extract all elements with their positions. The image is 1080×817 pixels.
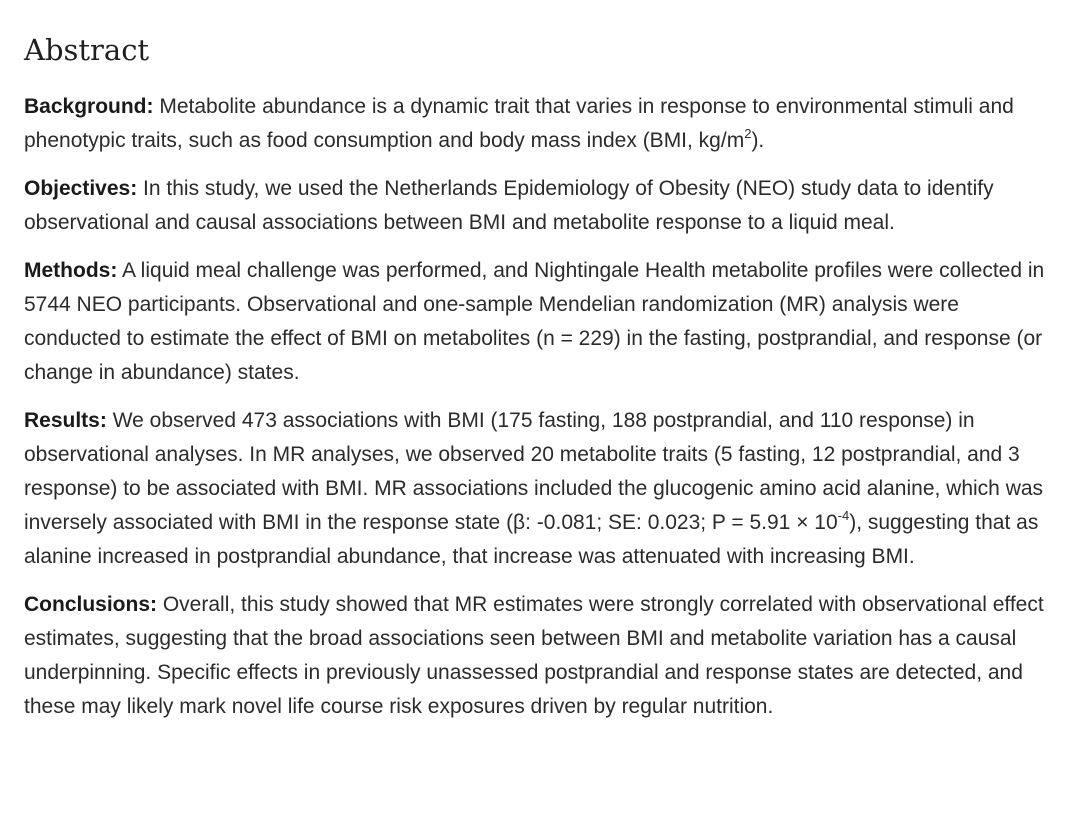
results-text: We observed 473 associations with BMI (175 fasting, 188 postprandial, and 110 response) in observational analyses. In MR analyses, we observed 20 metabolite traits (5 fasting, 12 postprandial, and 3 response) to be associated with BMI. MR associations included the glucogenic amino acid alanine, which was inversely associated with BMI in the response state (β: -0.081; SE: 0.023; P = 5.91 × 10	[24, 409, 1044, 534]
methods-text: A liquid meal challenge was performed, and Nightingale Health metabolite profiles were collected in 5744 NEO participants. Observational and one-sample Mendelian randomization (MR) analysis were conducted to estimate the effect of BMI on metabolites (n = 229) in the fasting, postprandial, and response (or change in abundance) states.	[24, 259, 1045, 384]
abstract-title: Abstract	[24, 33, 150, 67]
objectives-section	[24, 172, 1050, 240]
objectives-label: Objectives:	[24, 177, 138, 200]
objectives-text: In this study, we used the Netherlands Epidemiology of Obesity (NEO) study data to identify observational and causal associations between BMI and metabolite response to a liquid meal.	[24, 177, 994, 234]
results-section	[24, 404, 1050, 574]
conclusions-text: Overall, this study showed that MR estimates were strongly correlated with observational effect estimates, suggesting that the broad associations seen between BMI and metabolite variation has a causal underpinning. Specific effects in previously unassessed postprandial and response states are detected, and these may likely mark novel life course risk exposures driven by regular nutrition.	[24, 593, 1044, 718]
background-section	[24, 90, 1050, 158]
background-tail: ).	[751, 129, 765, 152]
results-superscript: -4	[837, 508, 850, 523]
background-superscript: 2	[744, 126, 752, 141]
background-text: Metabolite abundance is a dynamic trait that varies in response to environmental stimuli and phenotypic traits, such as food consumption and body mass index (BMI, kg/m	[24, 95, 1014, 152]
results-label: Results:	[24, 409, 107, 432]
methods-label: Methods:	[24, 259, 118, 282]
methods-section	[24, 254, 1050, 390]
conclusions-section	[24, 588, 1050, 724]
background-label: Background:	[24, 95, 154, 118]
conclusions-label: Conclusions:	[24, 593, 158, 616]
results-tail: ), suggesting that as alanine increased in postprandial abundance, that increase was attenuated with increasing BMI.	[24, 511, 1039, 568]
